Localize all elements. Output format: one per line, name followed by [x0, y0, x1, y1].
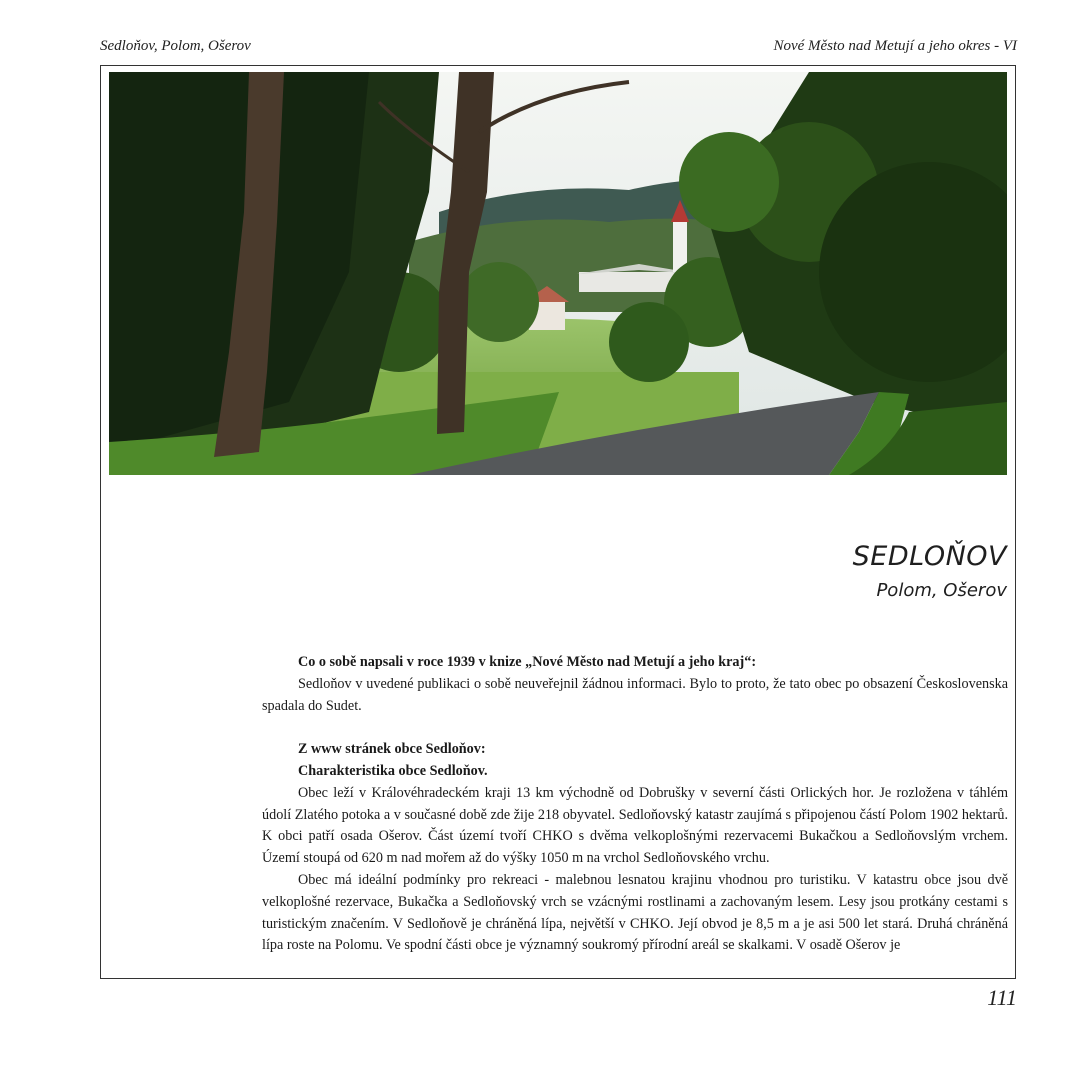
article-body	[262, 652, 1008, 957]
paragraph-recreation: Obec má ideální podmínky pro rekreaci - malebnou lesnatou krajinu vhodnou pro turistiku. V katastru obce jsou dvě velkoplošné rezervace, Bukačka a Sedloňovský vrch se vzácnými rostlinami a zachovaným lesem. Lesy jsou protkány cestami s turistickým značením. V Sedloňově je chráněná lípa, největší v CHKO. Její obvod je 8,5 m a je asi 500 let stará. Druhá chráněná lípa roste na Polomu. Ve spodní části obce je významný soukromý přírodní areál se skalkami. V osadě Ošerov je	[262, 871, 1008, 954]
running-header-right: Nové Město nad Metují a jeho okres - VI	[773, 38, 1017, 54]
article-title-block	[853, 540, 1007, 602]
paragraph-location: Obec leží v Královéhradeckém kraji 13 km východně od Dobrušky v severní části Orlických hor. Je rozložena v táhlém údolí Zlatého potoka a v současné době zde žije 218 obyvatel. Sedloňovský katastr zaujímá s připojenou částí Polom 1902 hektarů. K obci patří osada Ošerov. Část území tvoří CHKO s dvěma velkoplošnými rezervacemi Bukačkou a Sedloňovslým vrchem. Území stoupá od 620 m nad mořem až do výšky 1050 m na vrchol Sedloňovského vrchu.	[262, 784, 1008, 867]
section-heading-www: Z www stránek obce Sedloňov:	[298, 741, 486, 758]
section-heading-1939: Co o sobě napsali v roce 1939 v knize „Nové Město nad Metují a jeho kraj“:	[298, 654, 757, 670]
landscape-photo	[109, 72, 1007, 475]
article-subtitle: Polom, Ošerov	[876, 580, 1007, 601]
page-number: 111	[987, 985, 1017, 1010]
paragraph-gap	[262, 717, 1008, 739]
section-heading-charakteristika: Charakteristika obce Sedloňov.	[298, 762, 488, 779]
paragraph-1939: Sedloňov v uvedené publikaci o sobě neuveřejnil žádnou informaci. Bylo to proto, že tato obec po obsazení Československa spadala do Sudet.	[262, 675, 1008, 714]
running-header-left: Sedloňov, Polom, Ošerov	[100, 38, 251, 54]
article-title: SEDLOŇOV	[852, 541, 1007, 572]
